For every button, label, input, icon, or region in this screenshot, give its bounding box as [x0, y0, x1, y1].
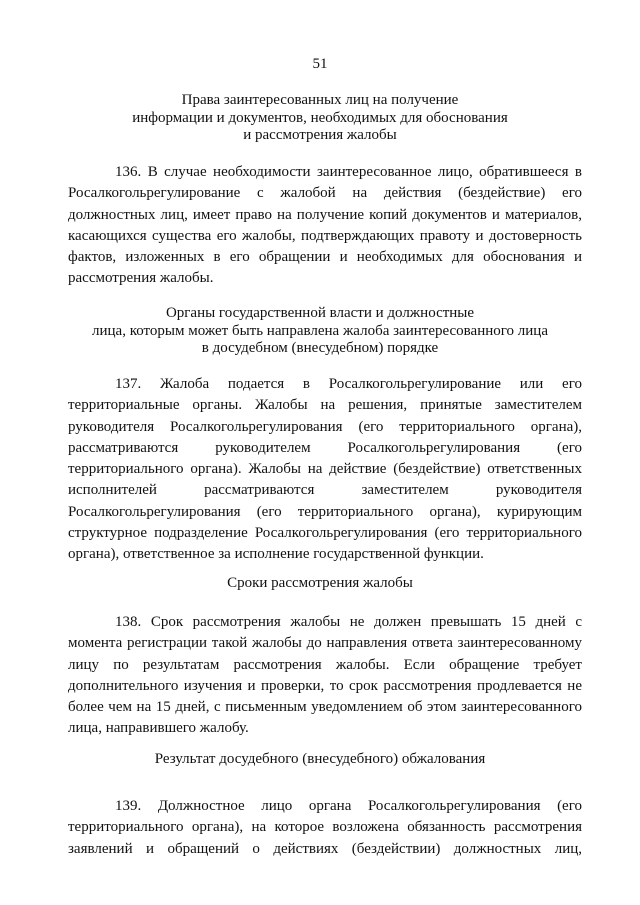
heading-line: Результат досудебного (внесудебного) обжалования: [154, 751, 486, 767]
paragraph-139: [68, 796, 582, 860]
paragraph-138: [68, 612, 582, 740]
section-heading-authorities: [60, 305, 580, 358]
paragraph-text: Должностное лицо органа Росалкогольрегулирования (его территориального органа), на которое возложена обязанность рассмотрения заявлений и обращений о действиях (бездействии) должностных лиц,: [68, 798, 582, 857]
heading-line: Сроки рассмотрения жалобы: [227, 575, 413, 591]
paragraph-137: [68, 374, 582, 566]
section-heading-result: [60, 751, 580, 769]
paragraph-number: 139.: [115, 798, 142, 814]
section-heading-terms: [60, 575, 580, 593]
paragraph-text: Срок рассмотрения жалобы не должен превышать 15 дней с момента регистрации такой жалобы до направления ответа заинтересованному лицу по результатам рассмотрения жалобы. Если обращение требует дополнительного изучения и проверки, то срок рассмотрения продлевается не более чем на 15 дней, с письменным уведомлением об этом заинтересованного лица, направившего жалобу.: [68, 614, 583, 737]
heading-line: и рассмотрения жалобы: [243, 127, 397, 143]
heading-line: информации и документов, необходимых для обоснования: [132, 109, 508, 126]
paragraph-number: 136.: [115, 164, 142, 180]
paragraph-text: Жалоба подается в Росалкогольрегулирование или его территориальные органы. Жалобы на решения, принятые заместителем руководителя Росалкогольрегулирования (его территориального органа), рассматриваются руководителем Росалкогольрегулирования (его территориального органа). Жалобы на действие (бездействие) ответственных исполнителей рассматриваются заместителем руководителя Росалкогольрегулирования (его территориального органа), курирующим структурное подразделение Росалкогольрегулирования (его территориального органа), ответственное за исполнение государственной функции.: [68, 376, 582, 563]
paragraph-number: 137.: [115, 376, 142, 392]
heading-line: Права заинтересованных лиц на получение: [181, 92, 459, 108]
paragraph-text: В случае необходимости заинтересованное лицо, обратившееся в Росалкогольрегулирование с жалобой на действия (бездействие) его должностных лиц, имеет право на получение копий документов и материалов, касающихся существа его жалобы, подтверждающих правоту и достоверность фактов, изложенных в его обращении и необходимых для обоснования и рассмотрения жалобы.: [68, 164, 582, 287]
heading-line: лица, которым может быть направлена жалоба заинтересованного лица: [92, 322, 548, 339]
heading-line: Органы государственной власти и должностные: [165, 305, 475, 321]
heading-line: в досудебном (внесудебном) порядке: [201, 340, 439, 356]
section-heading-rights: [60, 92, 580, 145]
page-number: 51: [312, 56, 328, 72]
paragraph-number: 138.: [115, 614, 142, 630]
paragraph-136: [68, 162, 582, 290]
